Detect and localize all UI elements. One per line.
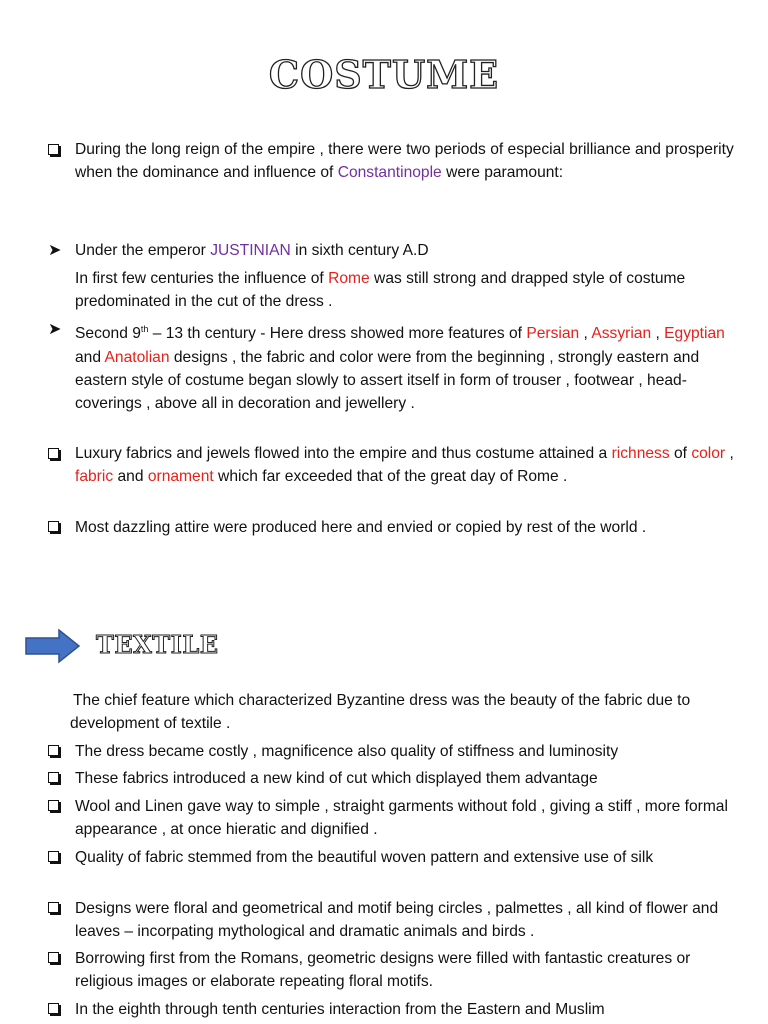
checkbox-bullet xyxy=(48,745,59,756)
highlight-ornament: ornament xyxy=(147,468,214,486)
arrow-bullet-icon: ➤ xyxy=(48,321,62,338)
checkbox-bullet xyxy=(48,144,59,155)
checkbox-bullet xyxy=(48,772,59,783)
checkbox-bullet xyxy=(48,800,59,811)
textile-item: In the eighth through tenth centuries interaction from the Eastern and Muslim xyxy=(75,1001,605,1018)
highlight-rome: Rome xyxy=(328,270,370,287)
textile-item: Borrowing first from the Romans, geometric designs were filled with fantastic creatures or religious images or elaborate repeating floral motifs. xyxy=(75,950,691,991)
highlight-persian: Persian xyxy=(526,325,580,343)
textile-item: Quality of fabric stemmed from the beautiful woven pattern and extensive use of silk xyxy=(75,849,654,866)
highlight-constantinople: Constantinople xyxy=(337,164,442,182)
paragraph-second-period: Second 9th – 13 th century - Here dress showed more features of Persian , Assyrian , Egyptian and Anatolian designs , the fabric and color were from the beginning , strongly eastern and eastern style of costume began slowly to assert itself in form of trouser , footwear , head-coverings , above all in decoration and jewellery . xyxy=(75,324,725,413)
checkbox-bullet xyxy=(48,851,59,862)
page-title: COSTUME xyxy=(268,52,500,97)
arrow-bullet-icon: ➤ xyxy=(48,242,62,259)
paragraph-justinian: Under the emperor JUSTINIAN in sixth century A.D xyxy=(75,242,429,259)
checkbox-bullet xyxy=(48,902,59,913)
checkbox-bullet xyxy=(48,521,59,532)
highlight-anatolian: Anatolian xyxy=(104,348,170,366)
textile-item: Designs were floral and geometrical and motif being circles , palmettes , all kind of flower and leaves – incorpating mythological and dramatic animals and birds . xyxy=(75,900,719,941)
checkbox-bullet xyxy=(48,1003,59,1014)
textile-item: These fabrics introduced a new kind of cut which displayed them advantage xyxy=(75,770,598,787)
paragraph-rome-influence: In first few centuries the influence of Rome was still strong and drapped style of costume predominated in the cut of the dress . xyxy=(75,270,686,311)
textile-heading: TEXTILE xyxy=(96,630,219,659)
highlight-egyptian: Egyptian xyxy=(664,325,725,343)
paragraph-dazzling: Most dazzling attire were produced here and envied or copied by rest of the world . xyxy=(75,519,647,536)
highlight-assyrian: Assyrian xyxy=(591,325,652,343)
highlight-justinian: JUSTINIAN xyxy=(210,242,291,259)
paragraph-luxury: Luxury fabrics and jewels flowed into the empire and thus costume attained a richness of color , fabric and ornament which far exceeded that of the great day of Rome . xyxy=(75,445,734,486)
checkbox-bullet xyxy=(48,952,59,963)
paragraph-intro: During the long reign of the empire , there were two periods of especial brilliance and prosperity when the dominance and influence of Constantinople were paramount: xyxy=(75,141,734,182)
checkbox-bullet xyxy=(48,448,59,459)
paragraph-textile-intro: The chief feature which characterized Byzantine dress was the beauty of the fabric due to development of textile . xyxy=(70,692,691,733)
right-arrow-icon xyxy=(25,628,81,664)
textile-item: The dress became costly , magnificence also quality of stiffness and luminosity xyxy=(75,743,619,760)
highlight-color: color xyxy=(691,445,726,462)
highlight-richness: richness xyxy=(611,445,670,462)
highlight-fabric: fabric xyxy=(75,468,114,486)
textile-item: Wool and Linen gave way to simple , straight garments without fold , giving a stiff , more formal appearance , at once hieratic and dignified . xyxy=(75,798,728,839)
